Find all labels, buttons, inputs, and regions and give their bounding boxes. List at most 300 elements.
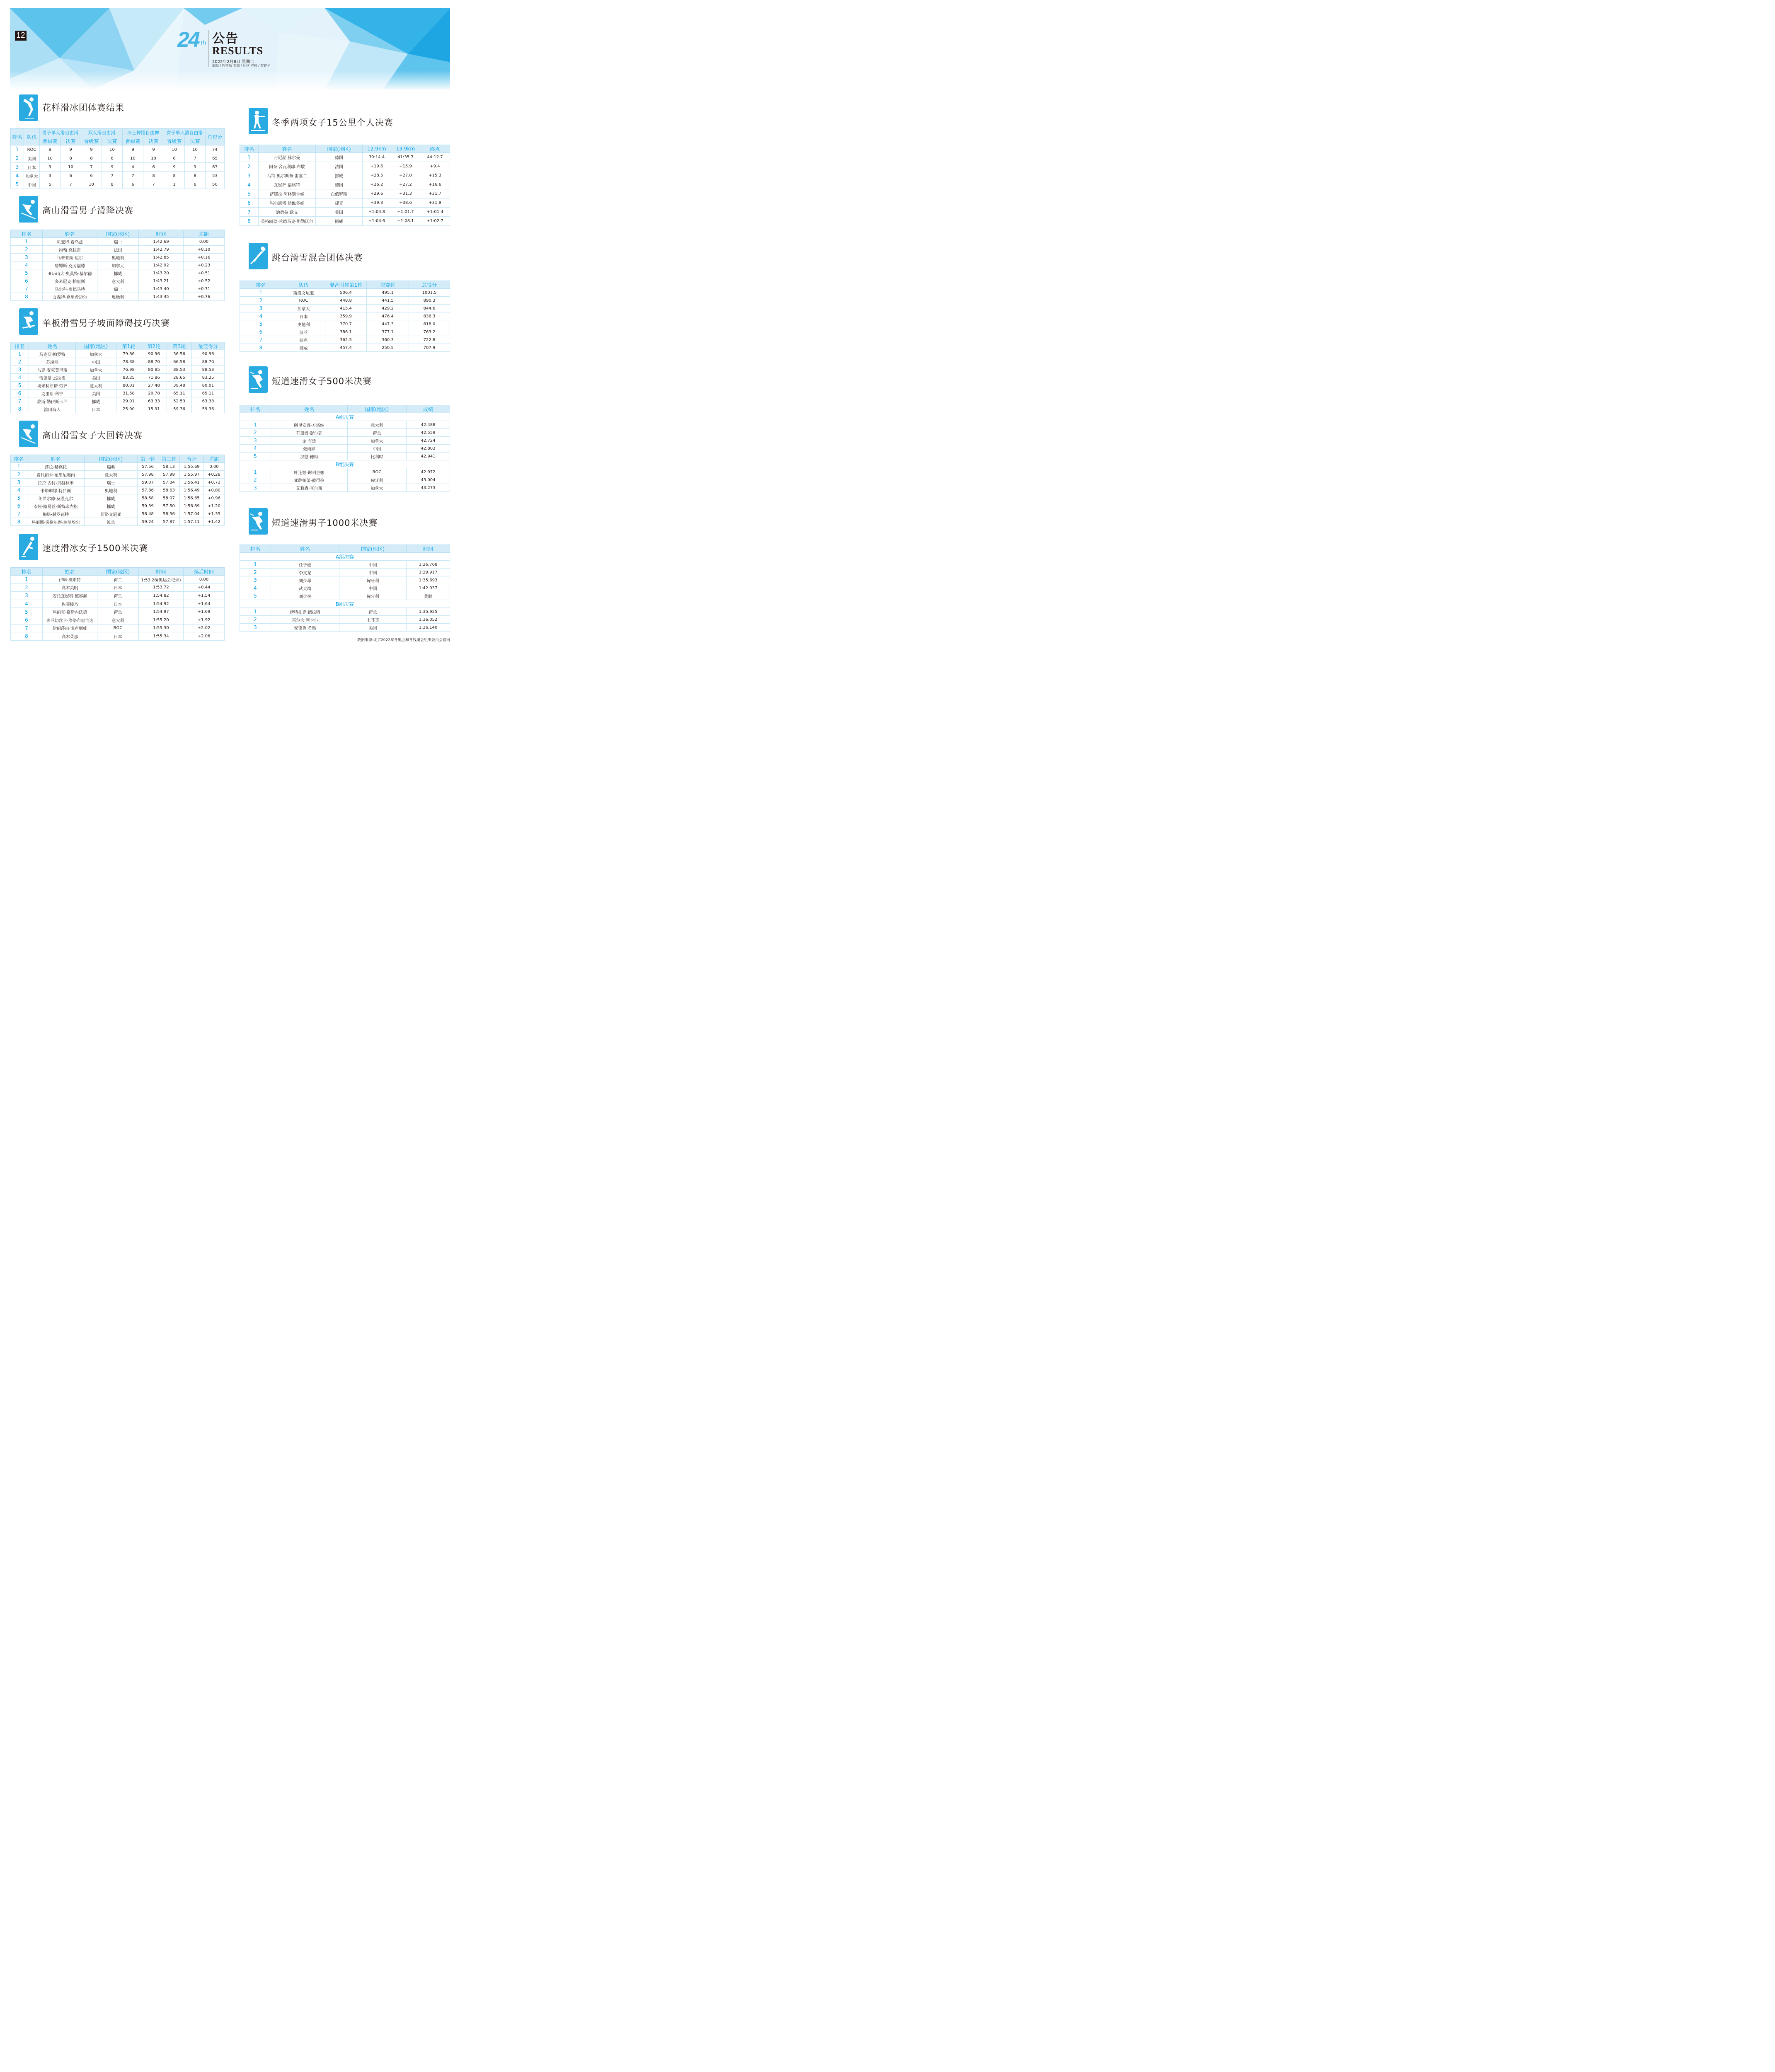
column-header: 时间 [139, 568, 184, 576]
table-cell: +0.71 [184, 285, 225, 293]
table-cell: 8 [81, 154, 102, 163]
table-cell: 63.33 [141, 397, 167, 405]
rank-cell: 4 [11, 487, 27, 494]
table-cell: 亚萨帕蒂·彼得拉 [271, 476, 348, 484]
table-cell: 29.01 [116, 397, 141, 405]
rank-cell: 3 [240, 171, 259, 180]
table-cell: 59.39 [138, 502, 158, 510]
column-header: 排名 [11, 455, 27, 463]
column-header: 12.9km [363, 145, 391, 153]
rank-cell: 8 [11, 405, 29, 413]
rank-cell: 5 [11, 382, 29, 390]
table-cell: 63 [206, 163, 225, 172]
section-title-snowboard-slopestyle: 单板滑雪男子坡面障碍技巧决赛 [42, 318, 170, 328]
table-cell: +0.72 [204, 479, 225, 487]
issue-date: 2022年2月8日 星期二 [212, 60, 254, 64]
table-cell: 匈牙利 [348, 476, 407, 484]
table-cell: +0.16 [184, 254, 225, 261]
table-cell: 83.25 [192, 374, 225, 382]
rank-cell: 1 [240, 153, 259, 162]
table-cell: 滨田海人 [29, 405, 76, 413]
table-cell: ROC [97, 624, 139, 632]
column-header: 排名 [11, 230, 43, 238]
table-cell: 57.56 [138, 463, 158, 471]
rank-cell: 6 [11, 277, 43, 285]
table-cell: 美国 [24, 154, 40, 163]
table-cell: 6 [185, 180, 206, 189]
table-cell: 9 [164, 163, 185, 172]
table-cell: 高木美帆 [43, 583, 97, 592]
table-cell: 10 [143, 154, 164, 163]
table-cell: +1.20 [204, 502, 225, 510]
rank-cell: 3 [11, 366, 29, 374]
table-row [11, 608, 225, 616]
table-cell: 意大利 [76, 382, 116, 390]
table-cell: +36.2 [363, 180, 391, 189]
table-cell: 1:35.925 [407, 608, 450, 616]
table-cell: +9.4 [420, 162, 450, 171]
table-cell: 429.2 [367, 305, 409, 312]
page-title-en: RESULTS [212, 45, 264, 57]
rank-cell: 6 [11, 502, 27, 510]
rank-cell: 1 [240, 608, 271, 616]
table-cell: 57.50 [158, 502, 180, 510]
table-cell: 中国 [76, 358, 116, 366]
editor-credits: 编辑 / 程铭劼 美编 / 怀欣 审校 / 樊建平 [212, 64, 271, 68]
table-cell: 意大利 [348, 421, 407, 429]
figure-skating-icon [19, 94, 38, 121]
table-cell: 707.9 [409, 344, 450, 352]
table-cell: 58.48 [138, 510, 158, 518]
short-track-500-group-b-header [240, 460, 450, 468]
table-cell: +16.6 [420, 180, 450, 189]
table-cell: 8 [164, 172, 185, 180]
table-cell: +2.02 [184, 624, 225, 632]
table-cell: 斯洛文尼亚 [282, 289, 325, 297]
table-row [11, 358, 225, 366]
table-cell: 1:53.28(奥运会记录) [139, 576, 184, 584]
table-cell: 荷兰 [97, 608, 139, 616]
rank-cell: 4 [240, 445, 271, 453]
table-cell: 6 [81, 172, 102, 180]
table-cell: 39:14.4 [363, 153, 391, 162]
table-cell: +1.35 [204, 510, 225, 518]
table-cell: 奥地利 [97, 254, 139, 261]
table-row [11, 583, 225, 592]
table-cell: 挪威 [316, 171, 363, 180]
rank-cell: 5 [240, 320, 282, 328]
rank-cell: 4 [11, 374, 29, 382]
rank-cell: 3 [11, 592, 43, 600]
table-cell: 日本 [97, 600, 139, 608]
table-cell: 8 [61, 154, 81, 163]
table-row [240, 437, 450, 445]
rank-cell: 8 [11, 293, 43, 301]
table-cell: +27.0 [391, 171, 420, 180]
table-cell: ROC [348, 468, 407, 476]
table-row [11, 518, 225, 526]
table-row [11, 576, 225, 584]
table-cell: 阿奈·舍瓦利耶-布歇 [259, 162, 316, 171]
table-cell: 57.99 [158, 471, 180, 479]
table-cell: 亚历山大·奥莫特·基尔德 [43, 269, 97, 277]
table-row [11, 592, 225, 600]
table-cell: +0.52 [184, 277, 225, 285]
table-cell: 59.24 [138, 518, 158, 526]
table-cell: 苏珊娜·舒尔廷 [271, 429, 348, 437]
table-cell: 20.78 [141, 390, 167, 397]
table-cell: 7 [123, 172, 143, 180]
table-cell: 刘少昂 [271, 576, 339, 584]
rank-cell: 3 [240, 624, 271, 632]
table-row [240, 289, 450, 297]
table-cell: 刘少林 [271, 592, 339, 600]
short-track-500-group-a [240, 421, 450, 460]
table-cell: 4 [123, 163, 143, 172]
table-cell: 1:54.82 [139, 592, 184, 600]
alpine-downhill-table [10, 230, 225, 301]
table-cell: 1:36.052 [407, 616, 450, 624]
table-cell: 15.91 [141, 405, 167, 413]
table-cell: 63.33 [192, 397, 225, 405]
table-cell: 25.90 [116, 405, 141, 413]
table-cell: 波兰 [85, 518, 138, 526]
table-cell: 挪威 [76, 397, 116, 405]
table-cell: 张雨婷 [271, 445, 348, 453]
table-cell: 1:43.20 [139, 269, 184, 277]
col-final: 决赛 [61, 137, 81, 145]
table-cell: 9 [61, 145, 81, 154]
table-cell: +2.06 [184, 632, 225, 641]
table-cell: 中国 [348, 445, 407, 453]
table-cell: 42.972 [407, 468, 450, 476]
table-cell: 瑞典 [85, 463, 138, 471]
table-row [240, 344, 450, 352]
table-cell: 佐藤绫乃 [43, 600, 97, 608]
ski-jumping-team-rows [240, 289, 450, 352]
rank-cell: 6 [11, 390, 29, 397]
table-cell: 1:55.69 [180, 463, 204, 471]
table-cell: 1:36.140 [407, 624, 450, 632]
rank-cell: 8 [240, 344, 282, 352]
table-cell: 1:26.768 [407, 561, 450, 569]
table-cell: 白俄罗斯 [316, 189, 363, 198]
table-cell: 意大利 [97, 277, 139, 285]
table-cell: 76.98 [116, 366, 141, 374]
alpine-skiing-icon [19, 421, 38, 447]
table-row [240, 453, 450, 460]
rank-cell: 1 [240, 289, 282, 297]
short-track-1000-group-b [240, 608, 450, 632]
column-header: 排名 [240, 405, 271, 413]
table-cell: +0.23 [184, 261, 225, 269]
rank-cell: 5 [240, 453, 271, 460]
table-cell: 1:55.30 [139, 624, 184, 632]
column-header: 姓名 [43, 568, 97, 576]
table-row [11, 285, 225, 293]
table-cell: 荷兰 [97, 576, 139, 584]
alpine-skiing-icon [19, 196, 38, 223]
table-row [11, 293, 225, 301]
table-cell: 1:42.79 [139, 246, 184, 254]
section-title-biathlon-15km: 冬季两项女子15公里个人决赛 [272, 118, 393, 128]
table-cell: 挪威 [316, 217, 363, 226]
column-header: 第2轮 [141, 342, 167, 350]
column-header: 第二轮 [158, 455, 180, 463]
rank-cell: 5 [11, 180, 24, 189]
table-cell: 6 [123, 180, 143, 189]
group-label-b: B组决赛 [240, 460, 450, 468]
table-row [11, 502, 225, 510]
rank-cell: 2 [11, 246, 43, 254]
banner-fade [10, 70, 450, 91]
table-row [11, 463, 225, 471]
column-header: 终点 [420, 145, 450, 153]
rank-cell: 2 [240, 297, 282, 305]
table-row [11, 616, 225, 624]
table-cell: 加拿大 [24, 172, 40, 180]
table-cell: 90.96 [192, 350, 225, 358]
table-row [11, 471, 225, 479]
table-cell: 43.004 [407, 476, 450, 484]
table-cell: 中国 [339, 561, 407, 569]
table-row [11, 180, 225, 189]
table-cell: 1:56.49 [180, 487, 204, 494]
table-cell: 9 [123, 145, 143, 154]
table-cell: 9 [81, 145, 102, 154]
rank-cell: 1 [240, 561, 271, 569]
table-cell: 9 [40, 163, 61, 172]
table-cell: 6 [143, 163, 164, 172]
table-cell: 丹尼丝·赫尔曼 [259, 153, 316, 162]
rank-cell: 4 [11, 600, 43, 608]
rank-cell: 7 [11, 285, 43, 293]
table-row [11, 600, 225, 608]
logo-number: 24 [177, 28, 199, 52]
table-row [240, 312, 450, 320]
table-row [11, 238, 225, 246]
rank-cell: 3 [240, 437, 271, 445]
table-cell: 1:42.85 [139, 254, 184, 261]
table-row [240, 584, 450, 592]
table-cell: 挪威 [97, 269, 139, 277]
speed-skating-1500-rows [11, 576, 225, 641]
table-cell: 88.70 [141, 358, 167, 366]
table-cell: 441.5 [367, 297, 409, 305]
table-cell: +0.96 [204, 494, 225, 502]
table-cell: 金·布廷 [271, 437, 348, 445]
table-cell: 武大靖 [271, 584, 339, 592]
table-cell: 费代丽卡·布里尼奥内 [27, 471, 85, 479]
table-row [240, 484, 450, 492]
table-cell: 66.58 [167, 358, 192, 366]
table-cell: 加拿大 [76, 350, 116, 358]
table-cell: 朗希尔德·莫温克尔 [27, 494, 85, 502]
table-cell: +0.80 [204, 487, 225, 494]
section-title-ski-jumping-team: 跳台滑雪混合团体决赛 [272, 253, 363, 263]
table-cell: 荷兰 [97, 592, 139, 600]
table-cell: +1.42 [204, 518, 225, 526]
table-row [11, 382, 225, 390]
column-header: 姓名 [29, 342, 76, 350]
col-men-free: 男子单人滑自由滑 [40, 128, 81, 137]
table-cell: 日本 [282, 312, 325, 320]
table-cell: 370.7 [325, 320, 367, 328]
table-cell: 52.53 [167, 397, 192, 405]
table-row [11, 277, 225, 285]
table-cell: 苏翊鸣 [29, 358, 76, 366]
column-header: 国家(地区) [97, 568, 139, 576]
table-cell: 57.98 [138, 471, 158, 479]
column-header: 排名 [240, 145, 259, 153]
table-cell: 土耳其 [339, 616, 407, 624]
rank-cell: 4 [11, 172, 24, 180]
table-cell: 马克斯·帕罗特 [29, 350, 76, 358]
table-cell: 57.87 [158, 518, 180, 526]
table-row [240, 429, 450, 437]
column-header: 混合团体第1轮 [325, 281, 367, 289]
table-cell: 415.4 [325, 305, 367, 312]
column-header: 时间 [139, 230, 184, 238]
table-row [11, 487, 225, 494]
table-cell: 泰娅·路易丝·斯特耶内松 [27, 502, 85, 510]
rank-cell: 3 [11, 479, 27, 487]
table-cell: 1:54.92 [139, 600, 184, 608]
table-row [11, 154, 225, 163]
table-row [240, 305, 450, 312]
short-track-500-rows [240, 413, 450, 421]
table-cell: 1:55.20 [139, 616, 184, 624]
column-header: 排名 [11, 568, 43, 576]
table-cell: 59.07 [138, 479, 158, 487]
table-cell: 6 [164, 154, 185, 163]
table-cell: 加拿大 [348, 484, 407, 492]
table-cell: +39.3 [363, 198, 391, 208]
table-cell: 约翰·克拉雷 [43, 246, 97, 254]
table-row [11, 246, 225, 254]
alpine-downhill-rows [11, 238, 225, 301]
table-cell: 艾莉森·查尔斯 [271, 484, 348, 492]
table-cell: ROC [24, 145, 40, 154]
table-cell: 阿里安娜·方塔纳 [271, 421, 348, 429]
table-cell: 埃米利亚诺·劳齐 [29, 382, 76, 390]
table-cell: 卡塔琳娜·特吕佩 [27, 487, 85, 494]
table-cell: 中国 [339, 569, 407, 576]
table-cell: 詹姆斯·克劳福德 [43, 261, 97, 269]
short-track-500-group-b [240, 468, 450, 492]
rank-cell: 7 [11, 510, 27, 518]
table-row [240, 608, 450, 616]
table-cell: 1:55.34 [139, 632, 184, 641]
rank-cell: 5 [11, 269, 43, 277]
col-team: 队伍 [24, 128, 40, 145]
table-cell: 马特·奥尔斯布·雷塞兰 [259, 171, 316, 180]
table-cell: 6 [61, 172, 81, 180]
table-cell: 1:35.693 [407, 576, 450, 584]
table-row [240, 208, 450, 217]
table-cell: +1.92 [184, 616, 225, 624]
column-header: 姓名 [271, 405, 348, 413]
column-header: 差距 [204, 455, 225, 463]
table-cell: 1:43.40 [139, 285, 184, 293]
rank-cell: 1 [11, 145, 24, 154]
table-cell: 日本 [24, 163, 40, 172]
short-track-1000-group-a-header [240, 553, 450, 561]
table-cell: 马蒂亚斯·迈尔 [43, 254, 97, 261]
table-cell: 加拿大 [97, 261, 139, 269]
table-cell: 80.01 [116, 382, 141, 390]
table-row [240, 468, 450, 476]
table-cell: 80.01 [192, 382, 225, 390]
table-cell: 0.00 [184, 238, 225, 246]
table-row [240, 320, 450, 328]
table-cell: 比利时 [348, 453, 407, 460]
rank-cell: 2 [11, 358, 29, 366]
table-cell: 0.00 [184, 576, 225, 584]
column-header: 国家(地区) [76, 342, 116, 350]
table-cell: 1:43.21 [139, 277, 184, 285]
table-cell: 59.36 [167, 405, 192, 413]
table-row [240, 561, 450, 569]
table-cell: 78.38 [116, 358, 141, 366]
table-cell: 瓦妮萨·福格特 [259, 180, 316, 189]
table-cell: 荷兰 [339, 608, 407, 616]
table-cell: 伊特扎克·德拉特 [271, 608, 339, 616]
table-cell: 43.273 [407, 484, 450, 492]
table-cell: 42.941 [407, 453, 450, 460]
short-track-1000-table [240, 545, 450, 632]
table-cell: +0.51 [184, 269, 225, 277]
table-cell: 495.1 [367, 289, 409, 297]
table-cell: 1:55.97 [180, 471, 204, 479]
table-cell: 1:53.72 [139, 583, 184, 592]
table-cell: 日本 [76, 405, 116, 413]
column-header: 排名 [11, 342, 29, 350]
column-header: 第1轮 [116, 342, 141, 350]
table-cell: +15.9 [391, 162, 420, 171]
short-track-1000-group-b-header [240, 600, 450, 608]
col-women-free: 女子单人滑自由滑 [164, 128, 206, 137]
table-cell: 7 [143, 180, 164, 189]
table-cell: 8 [143, 172, 164, 180]
table-row [240, 421, 450, 429]
biathlon-15km-rows [240, 153, 450, 226]
table-cell: 叶连娜·谢列金娜 [271, 468, 348, 476]
table-cell: 844.6 [409, 305, 450, 312]
table-cell: +1:04.8 [363, 208, 391, 217]
table-cell: 88.70 [192, 358, 225, 366]
table-cell: 42.803 [407, 445, 450, 453]
table-cell: 斯洛文尼亚 [85, 510, 138, 518]
snowboard-slopestyle-table [10, 342, 225, 413]
table-cell: 多米尼克·帕里斯 [43, 277, 97, 285]
table-row [11, 397, 225, 405]
col-final: 决赛 [143, 137, 164, 145]
rank-cell: 7 [11, 624, 43, 632]
col-qual: 晋级赛 [81, 137, 102, 145]
table-cell: 7 [102, 172, 123, 180]
rank-cell: 8 [11, 632, 43, 641]
section-title-alpine-giant-slalom: 高山滑雪女子大回转决赛 [42, 431, 143, 441]
rank-cell: 4 [240, 180, 259, 189]
table-cell: 50 [206, 180, 225, 189]
table-cell: 美国 [76, 374, 116, 382]
table-row [11, 254, 225, 261]
table-cell: 美国 [76, 390, 116, 397]
short-track-500-table [240, 405, 450, 492]
table-cell: 李文龙 [271, 569, 339, 576]
rank-cell: 4 [11, 261, 43, 269]
